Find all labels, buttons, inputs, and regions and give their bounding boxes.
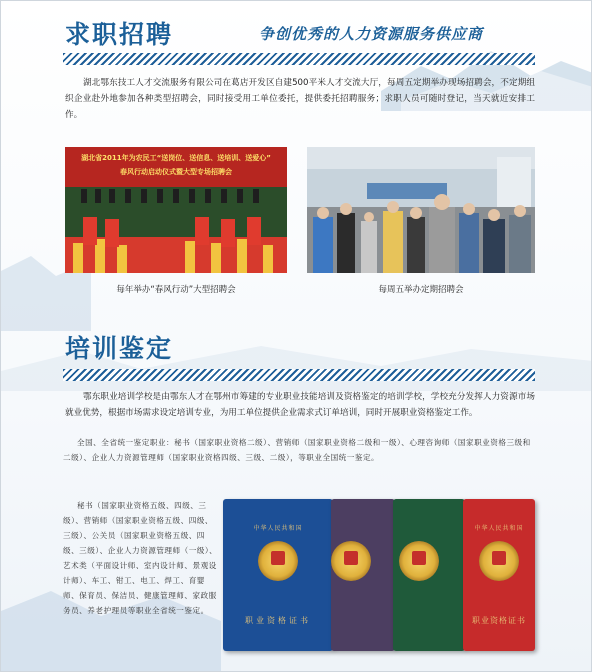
- recruit-slogan: 争创优秀的人力资源服务供应商: [259, 25, 484, 43]
- national-emblem-icon: [399, 541, 439, 581]
- national-emblem-icon: [258, 541, 298, 581]
- training-detail-national: 全国、全省统一鉴定职业：秘书（国家职业资格二级）、营销师（国家职业资格二级和一级）、心理咨询师（国家职业资格三级和二级）、企业人力资源管理师（国家职业资格四级、三级、二级），等职业全国统一鉴定。: [63, 438, 531, 462]
- recruit-stripe: [63, 53, 535, 65]
- certificate-blue-top-text: 中华人民共和国: [253, 525, 303, 532]
- training-stripe: [63, 369, 535, 381]
- friday-fair-caption: 每周五举办定期招聘会: [378, 285, 464, 295]
- certificate-red-top-text: 中华人民共和国: [474, 525, 524, 532]
- spring-campaign-photo: [65, 147, 287, 273]
- training-detail-provincial: 秘书（国家职业资格五级、四级、三级）、营销师（国家职业资格五级、四级、三级）、公关员（国家职业资格五级、四级、三级）、企业人力资源管理师（一级）、艺术类（平面设计师、室内设计师、景观设计师）、车工、钳工、电工、焊工、育婴师、保育员、保洁员、健康管理师、家政服务员、养老护理员等职业全省统一鉴定。: [63, 501, 218, 615]
- spring-campaign-caption: 每年举办“春风行动”大型招聘会: [116, 285, 236, 295]
- recruit-intro: 湖北鄂东技工人才交流服务有限公司在葛店开发区自建500平米人才交流大厅，每周五定期举办现场招聘会，不定期组织企业赴外地参加各种类型招聘会，同时接受用工单位委托，提供委托招聘服务；求职人员可随时登记，当天就近安排工作。: [65, 78, 535, 120]
- spring-campaign-banner: 湖北省2011年为农民工“送岗位、送信息、送培训、送爱心”: [81, 154, 271, 162]
- recruit-title: 求职招聘: [65, 20, 174, 49]
- national-emblem-icon: [331, 541, 371, 581]
- spring-campaign-image: [65, 147, 287, 273]
- certificate-green: [393, 499, 465, 651]
- certificate-red: [463, 499, 535, 651]
- friday-fair-photo: [307, 147, 535, 273]
- certificate-blue-bottom-text: 职业资格证书: [245, 616, 311, 625]
- training-title: 培训鉴定: [65, 334, 174, 363]
- certificate-red-bottom-text: 职业资格证书: [472, 616, 526, 625]
- certificate-purple: [331, 499, 395, 651]
- spring-campaign-banner-2: 春风行动启动仪式暨大型专场招聘会: [120, 168, 232, 176]
- national-emblem-icon: [479, 541, 519, 581]
- certificate-blue: [223, 499, 333, 651]
- friday-fair-image: [307, 147, 535, 273]
- training-intro: 鄂东职业培训学校是由鄂东人才在鄂州市筹建的专业职业技能培训及资格鉴定的培训学校，学校充分发挥人力资源市场就业优势，根据市场需求设定培训专业，为用工单位提供企业需求式订单培训，同时开展职业资格鉴定工作。: [65, 392, 535, 418]
